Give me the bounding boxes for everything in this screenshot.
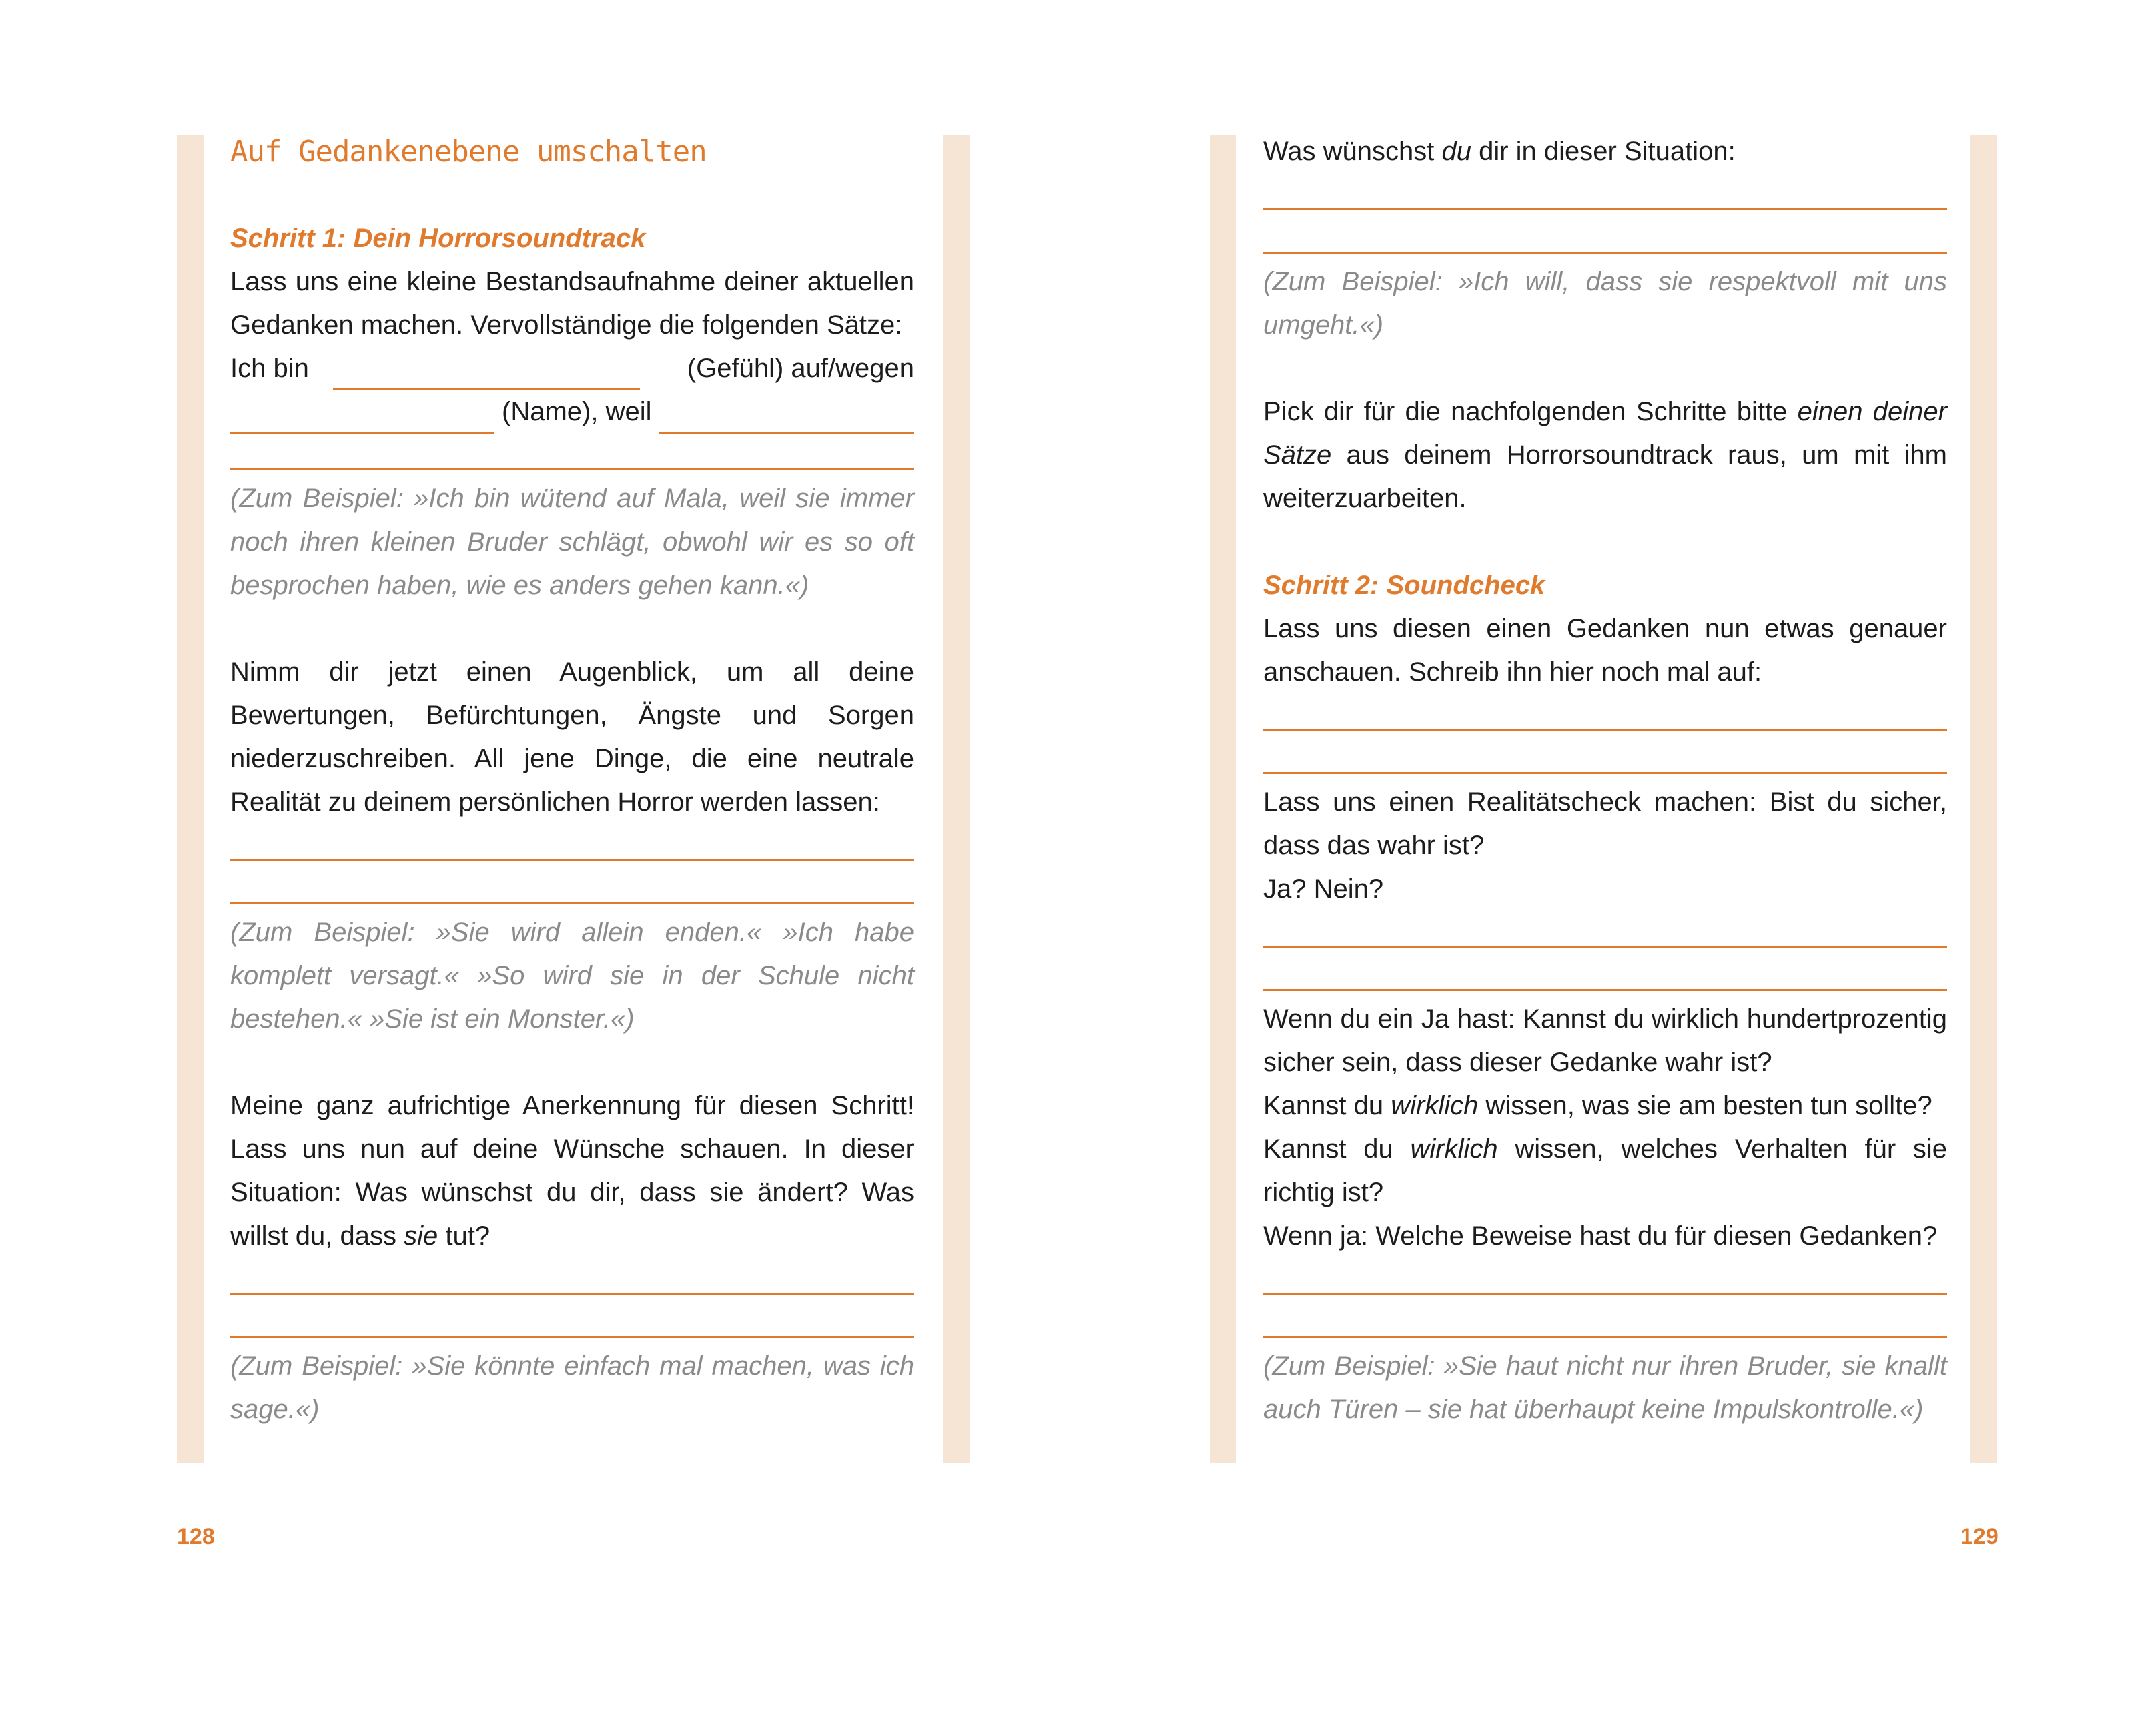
right-page <box>1078 0 2156 1717</box>
step1-title: Schritt 1: Dein Horrorsoundtrack <box>230 224 646 253</box>
answer-line[interactable] <box>1263 737 1947 781</box>
fill-row-2 <box>230 390 914 434</box>
left-margin-bar <box>177 135 204 1463</box>
question: Kannst du wirklich wissen, welches Verhalten für sie richtig ist? <box>1263 1134 1948 1207</box>
paragraph: Pick dir für die nachfolgenden Schritte bitte einen deiner Sätze aus deinem Horrorsoundtrack raus, um mit ihm weiterzuarbeiten. <box>1263 397 1947 513</box>
answer-line[interactable] <box>230 1258 914 1301</box>
question: Was wünschst du dir in dieser Situation: <box>1263 137 1736 166</box>
answer-line[interactable] <box>230 824 914 868</box>
example-text: (Zum Beispiel: »Sie könnte einfach mal machen, was ich sage.«) <box>230 1351 914 1424</box>
ja-nein: Ja? Nein? <box>1263 874 1384 904</box>
right-text-column <box>1263 130 1947 1431</box>
example-text: (Zum Beispiel: »Ich will, dass sie respektvoll mit uns umgeht.«) <box>1263 267 1947 340</box>
answer-line[interactable] <box>1263 174 1947 217</box>
question: Kannst du wirklich wissen, was sie am besten tun sollte? <box>1263 1091 1932 1120</box>
fill-gefuehl: (Gefühl) auf/wegen <box>687 354 914 383</box>
right-inner-bar <box>1210 135 1236 1463</box>
example-text: (Zum Beispiel: »Sie wird allein enden.« »Ich habe komplett versagt.« »So wird sie in der Schule nicht bestehen.« »Sie ist ein Monster.«) <box>230 918 914 1034</box>
example-text: (Zum Beispiel: »Sie haut nicht nur ihren Bruder, sie knallt auch Türen – sie hat überhaupt keine Impulskontrolle.«) <box>1263 1351 1947 1424</box>
answer-line[interactable] <box>230 1301 914 1345</box>
right-margin-bar <box>1970 135 1997 1463</box>
step2-title: Schritt 2: Soundcheck <box>1263 571 1545 600</box>
feeling-blank[interactable] <box>333 354 640 390</box>
reason-blank[interactable] <box>659 397 914 434</box>
answer-line[interactable] <box>1263 954 1947 998</box>
name-blank[interactable] <box>230 397 494 434</box>
answer-line[interactable] <box>1263 1258 1947 1301</box>
fill-row-1 <box>230 347 914 390</box>
left-inner-bar <box>943 135 970 1463</box>
paragraph: Wenn du ein Ja hast: Kannst du wirklich hundertprozentig sicher sein, dass dieser Gedanke wahr ist? <box>1263 1004 1947 1077</box>
question: Wenn ja: Welche Beweise hast du für diesen Gedanken? <box>1263 1221 1938 1251</box>
section-title: Auf Gedankenebene umschalten <box>230 135 707 169</box>
page-number-left: 128 <box>177 1524 215 1550</box>
step1-intro: Lass uns eine kleine Bestandsaufnahme deiner aktuellen Gedanken machen. Vervollständige die folgenden Sätze: <box>230 267 914 340</box>
example-text: (Zum Beispiel: »Ich bin wütend auf Mala, weil sie immer noch ihren kleinen Bruder schlägt, obwohl wir es so oft besprochen haben, wie es anders gehen kann.«) <box>230 484 914 600</box>
step2-intro: Lass uns diesen einen Gedanken nun etwas genauer anschauen. Schreib ihn hier noch mal auf: <box>1263 614 1947 687</box>
answer-line[interactable] <box>1263 217 1947 260</box>
left-text-column <box>230 130 914 1431</box>
answer-line[interactable] <box>230 434 914 477</box>
answer-line[interactable] <box>1263 694 1947 737</box>
fill-ich-bin: Ich bin <box>230 354 309 383</box>
answer-line[interactable] <box>1263 911 1947 954</box>
answer-line[interactable] <box>230 868 914 911</box>
fill-name: (Name), weil <box>502 397 652 426</box>
page-number-right: 129 <box>1960 1524 1999 1550</box>
answer-line[interactable] <box>1263 1301 1947 1345</box>
paragraph: Nimm dir jetzt einen Augenblick, um all deine Bewertungen, Befürchtungen, Ängste und Sorgen niederzuschreiben. All jene Dinge, die eine neutrale Realität zu deinem persönlichen Horror werden lassen: <box>230 657 914 817</box>
paragraph: Meine ganz aufrichtige Anerkennung für diesen Schritt! Lass uns nun auf deine Wünsche schauen. In dieser Situation: Was wünschst du dir, dass sie ändert? Was willst du, dass sie tut? <box>230 1091 914 1251</box>
reality-check: Lass uns einen Realitätscheck machen: Bist du sicher, dass das wahr ist? <box>1263 787 1947 860</box>
